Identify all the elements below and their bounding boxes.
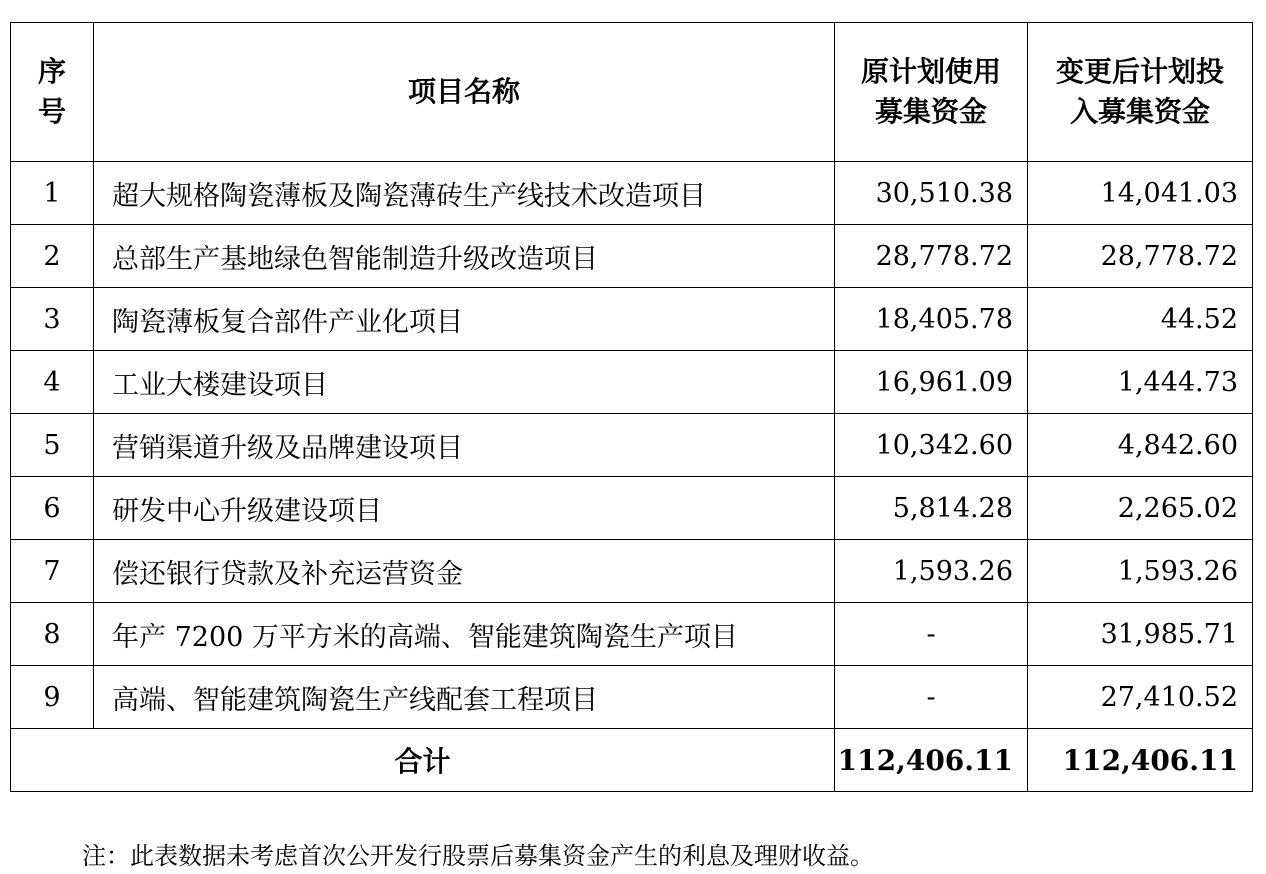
row-number: 8 xyxy=(11,603,94,666)
changed-amount: 44.52 xyxy=(1028,288,1253,351)
row-number: 9 xyxy=(11,666,94,729)
project-name: 研发中心升级建设项目 xyxy=(94,477,835,540)
row-number: 5 xyxy=(11,414,94,477)
table-row xyxy=(11,162,1253,225)
original-amount: 1,593.26 xyxy=(835,540,1028,603)
table-row xyxy=(11,225,1253,288)
total-original-amount: 112,406.11 xyxy=(835,729,1028,792)
original-amount: 16,961.09 xyxy=(835,351,1028,414)
project-name: 超大规格陶瓷薄板及陶瓷薄砖生产线技术改造项目 xyxy=(94,162,835,225)
project-name: 陶瓷薄板复合部件产业化项目 xyxy=(94,288,835,351)
row-number: 2 xyxy=(11,225,94,288)
changed-amount: 2,265.02 xyxy=(1028,477,1253,540)
original-amount: 10,342.60 xyxy=(835,414,1028,477)
project-name: 总部生产基地绿色智能制造升级改造项目 xyxy=(94,225,835,288)
table-footnote: 注：此表数据未考虑首次公开发行股票后募集资金产生的利息及理财收益。 xyxy=(82,842,874,870)
header-seq: 序 号 xyxy=(11,23,94,162)
header-original-funds: 原计划使用 募集资金 xyxy=(835,23,1028,162)
original-amount: - xyxy=(835,603,1028,666)
project-name: 营销渠道升级及品牌建设项目 xyxy=(94,414,835,477)
changed-amount: 14,041.03 xyxy=(1028,162,1253,225)
project-name: 高端、智能建筑陶瓷生产线配套工程项目 xyxy=(94,666,835,729)
original-amount: 5,814.28 xyxy=(835,477,1028,540)
original-amount: - xyxy=(835,666,1028,729)
table-row xyxy=(11,540,1253,603)
table-row xyxy=(11,666,1253,729)
changed-amount: 28,778.72 xyxy=(1028,225,1253,288)
header-project-name: 项目名称 xyxy=(94,23,835,162)
total-label: 合计 xyxy=(11,729,835,792)
original-amount: 28,778.72 xyxy=(835,225,1028,288)
row-number: 6 xyxy=(11,477,94,540)
table-header-row xyxy=(11,23,1253,162)
changed-amount: 1,444.73 xyxy=(1028,351,1253,414)
fund-usage-table xyxy=(10,22,1253,792)
table-row xyxy=(11,414,1253,477)
row-number: 1 xyxy=(11,162,94,225)
table-row xyxy=(11,288,1253,351)
project-name: 偿还银行贷款及补充运营资金 xyxy=(94,540,835,603)
project-name: 工业大楼建设项目 xyxy=(94,351,835,414)
row-number: 3 xyxy=(11,288,94,351)
table-row xyxy=(11,477,1253,540)
changed-amount: 27,410.52 xyxy=(1028,666,1253,729)
project-name: 年产 7200 万平方米的高端、智能建筑陶瓷生产项目 xyxy=(94,603,835,666)
row-number: 4 xyxy=(11,351,94,414)
changed-amount: 31,985.71 xyxy=(1028,603,1253,666)
row-number: 7 xyxy=(11,540,94,603)
changed-amount: 4,842.60 xyxy=(1028,414,1253,477)
table-row xyxy=(11,351,1253,414)
changed-amount: 1,593.26 xyxy=(1028,540,1253,603)
total-row xyxy=(11,729,1253,792)
original-amount: 18,405.78 xyxy=(835,288,1028,351)
total-changed-amount: 112,406.11 xyxy=(1028,729,1253,792)
header-changed-funds: 变更后计划投 入募集资金 xyxy=(1028,23,1253,162)
table-row xyxy=(11,603,1253,666)
original-amount: 30,510.38 xyxy=(835,162,1028,225)
